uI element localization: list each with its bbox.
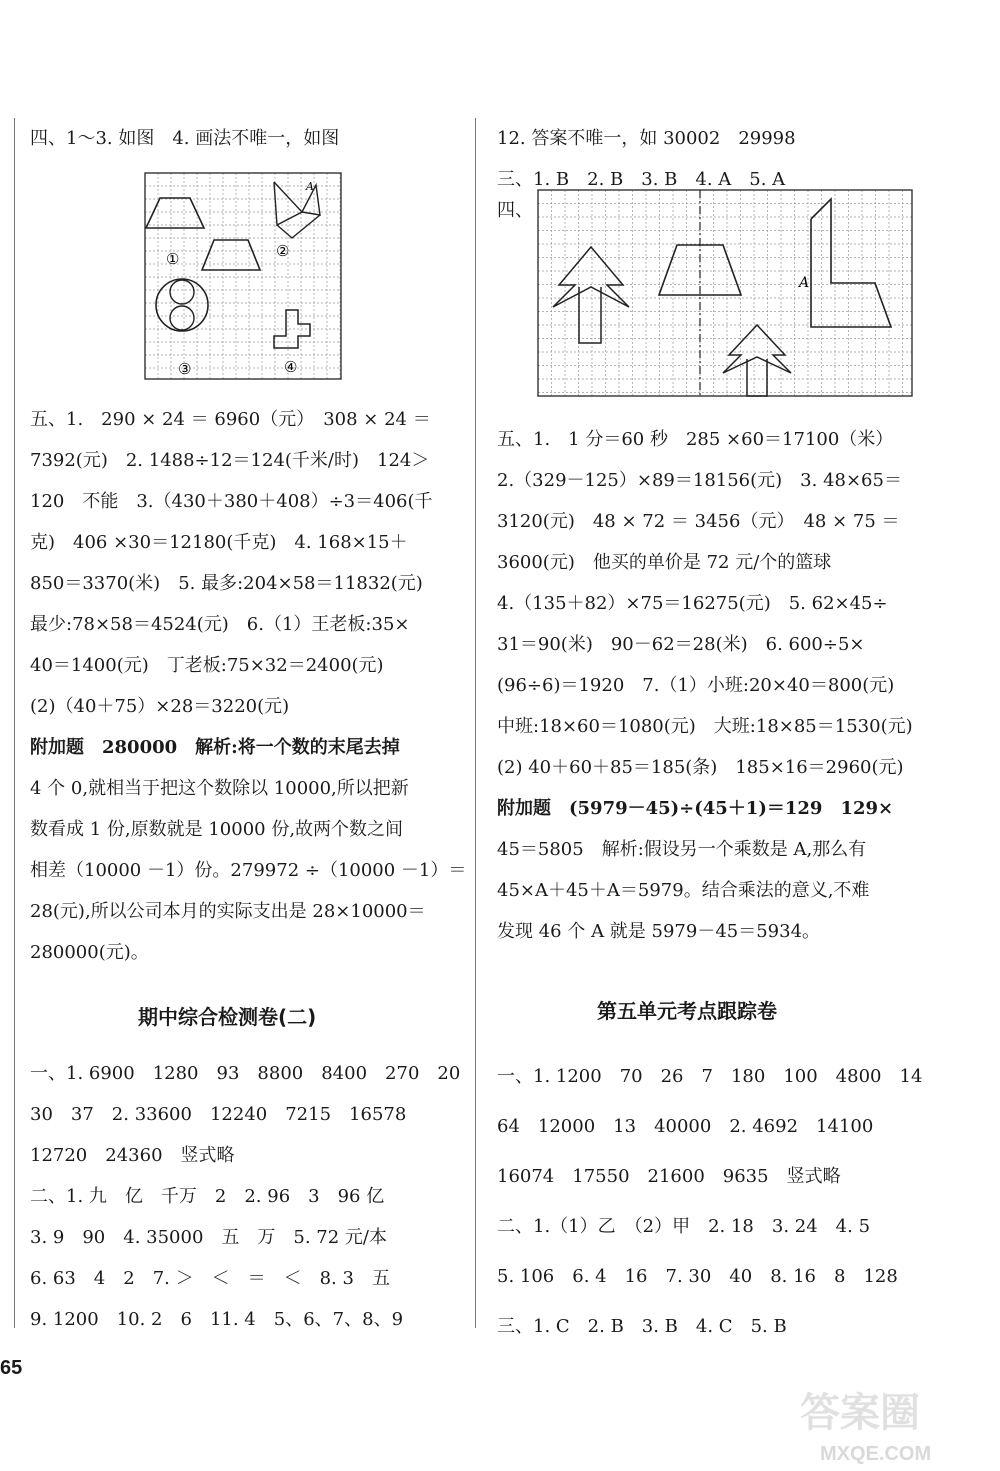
answer-line: 3600(元) 他买的单价是 72 元/个的篮球 (497, 552, 832, 573)
answer-line: 二、1.（1）乙 （2）甲 2. 18 3. 24 4. 5 (497, 1216, 871, 1237)
answer-line: 12. 答案不唯一，如 30002 29998 (497, 128, 796, 149)
answer-line: 280000(元)。 (30, 942, 149, 963)
answer-line: 附加题 280000 解析:将一个数的末尾去掉 (30, 737, 400, 758)
answer-line: 16074 17550 21600 9635 竖式略 (497, 1166, 841, 1187)
label-1: ① (166, 250, 180, 268)
answer-line: 3120(元) 48 × 72 ＝ 3456（元） 48 × 75 ＝ (497, 511, 900, 532)
answer-line: 5. 106 6. 4 16 7. 30 40 8. 16 8 128 (497, 1266, 898, 1287)
answer-line: (2) 40＋60＋85＝185(条) 185×16＝2960(元) (497, 757, 904, 778)
column-divider (475, 118, 476, 1328)
figure-section-label: 四、 (497, 200, 533, 221)
answer-line: 3. 9 90 4. 35000 五 万 5. 72 元/本 (30, 1227, 387, 1248)
answer-line: 二、1. 九 亿 千万 2 2. 96 3 96 亿 (30, 1186, 385, 1207)
watermark-sub: MXQE.COM (820, 1443, 932, 1465)
answer-line: (2)（40＋75）×28＝3220(元) (30, 696, 290, 717)
answer-line: 中班:18×60＝1080(元) 大班:18×85＝1530(元) (497, 716, 913, 737)
answer-line: 发现 46 个 A 就是 5979－45＝5934。 (497, 921, 821, 942)
answer-line: 31＝90(米) 90－62＝28(米) 6. 600÷5× (497, 634, 865, 655)
answer-line: 克) 406 ×30＝12180(千克) 4. 168×15＋ (30, 532, 408, 553)
label-3: ③ (178, 360, 192, 378)
answer-line: 相差（10000 －1）份。279972 ÷（10000 －1）＝ (30, 860, 467, 881)
answer-line: 28(元),所以公司本月的实际支出是 28×10000＝ (30, 901, 426, 922)
answer-line: 4 个 0,就相当于把这个数除以 10000,所以把新 (30, 778, 409, 799)
unit5-answers (497, 1052, 923, 1352)
point-A: A (799, 275, 810, 291)
page-number: 65 (0, 1357, 23, 1379)
answer-line: 30 37 2. 33600 12240 7215 16578 (30, 1104, 407, 1125)
label-A: A (306, 180, 314, 193)
answer-line: 850＝3370(米) 5. 最多:204×58＝11832(元) (30, 573, 423, 594)
answer-line: 120 不能 3.（430＋380＋408）÷3＝406(千 (30, 491, 433, 512)
section-title-midterm: 期中综合检测卷(二) (138, 1005, 317, 1029)
watermark-logo (790, 1382, 990, 1466)
right-grid-figure (535, 187, 915, 399)
answer-line: 一、1. 6900 1280 93 8800 8400 270 20 (30, 1063, 461, 1084)
watermark-main: 答案圈 (800, 1389, 920, 1436)
answer-line: 45×A＋45＋A＝5979。结合乘法的意义,不难 (497, 880, 870, 901)
section-title-unit5: 第五单元考点跟踪卷 (597, 999, 777, 1023)
label-2: ② (276, 242, 290, 260)
answer-line: 附加题 (5979－45)÷(45＋1)＝129 129× (497, 798, 894, 819)
answer-line: 40＝1400(元) 丁老板:75×32＝2400(元) (30, 655, 384, 676)
answer-line: 三、1. B 2. B 3. B 4. A 5. A (497, 169, 786, 190)
left-column (30, 118, 460, 159)
answer-line: 9. 1200 10. 2 6 11. 4 5、6、7、8、9 (30, 1309, 404, 1330)
answer-line: 四、1～3. 如图 4. 画法不唯一，如图 (30, 128, 340, 149)
left-grid-figure (142, 170, 344, 382)
answer-line: 12720 24360 竖式略 (30, 1145, 235, 1166)
answer-line: 64 12000 13 40000 2. 4692 14100 (497, 1116, 874, 1137)
answer-line: 4.（135＋82）×75＝16275(元) 5. 62×45÷ (497, 593, 888, 614)
answer-line: 2.（329－125）×89＝18156(元) 3. 48×65＝ (497, 470, 902, 491)
answer-line: 45＝5805 解析:假设另一个乘数是 A,那么有 (497, 839, 867, 860)
answer-line: 最少:78×58＝4524(元) 6.（1）王老板:35× (30, 614, 410, 635)
answer-line: 三、1. C 2. B 3. B 4. C 5. B (497, 1316, 787, 1337)
answer-line: 6. 63 4 2 7. ＞ ＜ ＝ ＜ 8. 3 五 (30, 1268, 390, 1289)
right-answers (497, 419, 917, 952)
left-margin-rule (14, 118, 15, 1328)
answer-line: 数看成 1 份,原数就是 10000 份,故两个数之间 (30, 819, 404, 840)
label-4: ④ (284, 358, 298, 376)
midterm-answers (30, 1053, 460, 1340)
answer-line: 一、1. 1200 70 26 7 180 100 4800 14 (497, 1066, 923, 1087)
answer-line: 五、1. 1 分＝60 秒 285 ×60＝17100（米） (497, 429, 894, 450)
answer-line: (96÷6)＝1920 7.（1）小班:20×40＝800(元) (497, 675, 895, 696)
answer-line: 7392(元) 2. 1488÷12＝124(千米/时) 124＞ (30, 450, 430, 471)
left-answers (30, 399, 467, 973)
answer-line: 五、1. 290 × 24 ＝ 6960（元） 308 × 24 ＝ (30, 409, 431, 430)
